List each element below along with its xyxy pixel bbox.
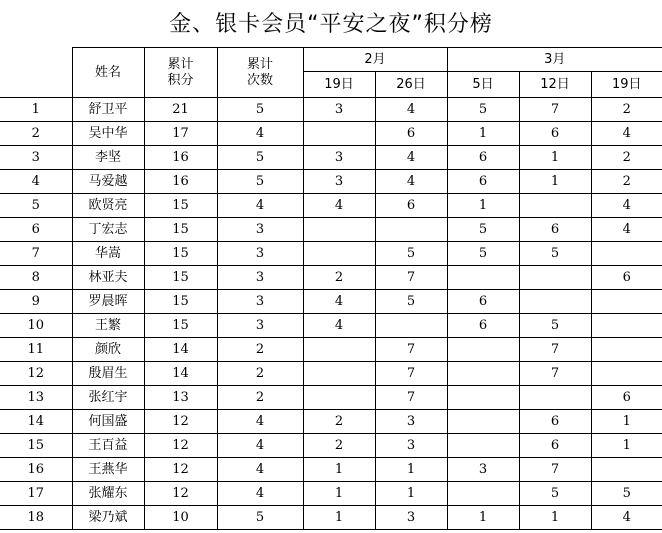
rank-cell: 8: [0, 266, 72, 290]
score-cell: 6: [519, 218, 591, 242]
rank-cell: 18: [0, 506, 72, 530]
table-row: [0, 242, 662, 266]
name-cell: 华嵩: [72, 242, 144, 266]
name-cell: 马爱越: [72, 170, 144, 194]
rank-header: [0, 48, 72, 98]
score-cell: 6: [447, 290, 519, 314]
score-cell: 1: [375, 482, 447, 506]
table-row: [0, 338, 662, 362]
score-cell: [519, 386, 591, 410]
score-cell: [447, 410, 519, 434]
score-cell: 3: [303, 170, 375, 194]
table-row: [0, 314, 662, 338]
count-cell: 4: [217, 458, 303, 482]
table-row: [0, 362, 662, 386]
score-cell: 7: [519, 338, 591, 362]
name-cell: 王繁: [72, 314, 144, 338]
points-cell: 12: [144, 410, 217, 434]
score-cell: 6: [447, 170, 519, 194]
points-cell: 17: [144, 122, 217, 146]
name-cell: 颜欣: [72, 338, 144, 362]
table-row: [0, 458, 662, 482]
rank-cell: 16: [0, 458, 72, 482]
rank-cell: 10: [0, 314, 72, 338]
score-cell: 1: [591, 434, 662, 458]
table-row: [0, 146, 662, 170]
score-cell: 7: [375, 266, 447, 290]
score-cell: 3: [303, 146, 375, 170]
name-cell: 殷眉生: [72, 362, 144, 386]
score-cell: 1: [519, 146, 591, 170]
score-cell: 7: [519, 458, 591, 482]
score-cell: [591, 242, 662, 266]
score-cell: [447, 266, 519, 290]
table-row: [0, 290, 662, 314]
table-row: [0, 506, 662, 530]
name-cell: 欧贤亮: [72, 194, 144, 218]
score-cell: [591, 338, 662, 362]
score-cell: 2: [303, 266, 375, 290]
name-cell: 王燕华: [72, 458, 144, 482]
points-cell: 15: [144, 290, 217, 314]
rank-cell: 7: [0, 242, 72, 266]
score-cell: 1: [519, 170, 591, 194]
score-cell: 2: [591, 98, 662, 122]
table-body: [0, 98, 662, 530]
count-cell: 2: [217, 386, 303, 410]
table-row: [0, 122, 662, 146]
name-cell: 林亚夫: [72, 266, 144, 290]
points-header-line1: 累计: [167, 56, 194, 72]
name-cell: 罗晨晖: [72, 290, 144, 314]
header-row-1: [0, 48, 662, 72]
count-cell: 5: [217, 146, 303, 170]
count-cell: 4: [217, 410, 303, 434]
month-header-feb: 2月: [303, 48, 447, 72]
score-cell: [519, 266, 591, 290]
score-cell: 1: [591, 410, 662, 434]
points-cell: 13: [144, 386, 217, 410]
score-cell: 1: [375, 458, 447, 482]
table-row: [0, 434, 662, 458]
date-header: 26日: [375, 72, 447, 98]
rank-cell: 4: [0, 170, 72, 194]
score-cell: 5: [591, 482, 662, 506]
score-cell: 7: [519, 98, 591, 122]
score-cell: 4: [591, 194, 662, 218]
name-cell: 丁宏志: [72, 218, 144, 242]
score-cell: [591, 362, 662, 386]
rank-cell: 12: [0, 362, 72, 386]
points-cell: 15: [144, 314, 217, 338]
score-cell: 7: [375, 338, 447, 362]
name-cell: 舒卫平: [72, 98, 144, 122]
count-cell: 3: [217, 314, 303, 338]
rank-cell: 11: [0, 338, 72, 362]
score-cell: [303, 386, 375, 410]
count-cell: 3: [217, 266, 303, 290]
name-cell: 王百益: [72, 434, 144, 458]
score-cell: [303, 218, 375, 242]
score-cell: 4: [591, 218, 662, 242]
score-cell: 4: [303, 314, 375, 338]
score-cell: [519, 290, 591, 314]
score-cell: 6: [447, 314, 519, 338]
points-cell: 16: [144, 170, 217, 194]
table-row: [0, 266, 662, 290]
score-cell: [303, 122, 375, 146]
rank-cell: 17: [0, 482, 72, 506]
table-row: [0, 410, 662, 434]
score-cell: 1: [303, 482, 375, 506]
name-cell: 张耀东: [72, 482, 144, 506]
count-cell: 2: [217, 338, 303, 362]
points-cell: 12: [144, 434, 217, 458]
date-header: 5日: [447, 72, 519, 98]
score-cell: [519, 194, 591, 218]
score-cell: 4: [375, 146, 447, 170]
score-cell: 4: [303, 290, 375, 314]
rank-cell: 3: [0, 146, 72, 170]
score-cell: 4: [591, 122, 662, 146]
points-cell: 15: [144, 242, 217, 266]
score-cell: [303, 242, 375, 266]
month-header-mar: 3月: [447, 48, 662, 72]
score-cell: 1: [519, 506, 591, 530]
table-row: [0, 482, 662, 506]
score-cell: 1: [303, 458, 375, 482]
score-cell: 7: [375, 386, 447, 410]
score-cell: 6: [375, 194, 447, 218]
score-cell: [375, 218, 447, 242]
score-cell: 2: [303, 410, 375, 434]
score-cell: 3: [375, 434, 447, 458]
points-cell: 10: [144, 506, 217, 530]
score-cell: [303, 338, 375, 362]
score-cell: 6: [447, 146, 519, 170]
points-cell: 16: [144, 146, 217, 170]
score-cell: 3: [303, 98, 375, 122]
rank-cell: 2: [0, 122, 72, 146]
date-header: 19日: [591, 72, 662, 98]
points-cell: 15: [144, 218, 217, 242]
rank-cell: 5: [0, 194, 72, 218]
score-cell: 5: [375, 290, 447, 314]
score-cell: 2: [591, 146, 662, 170]
table-row: [0, 194, 662, 218]
points-header-line2: 积分: [167, 72, 194, 88]
score-cell: 4: [591, 506, 662, 530]
score-cell: 1: [447, 194, 519, 218]
score-cell: [447, 386, 519, 410]
rank-cell: 14: [0, 410, 72, 434]
score-cell: 5: [519, 314, 591, 338]
score-table: [0, 47, 662, 530]
count-cell: 3: [217, 218, 303, 242]
count-cell: 3: [217, 242, 303, 266]
points-cell: 15: [144, 194, 217, 218]
name-cell: 梁乃斌: [72, 506, 144, 530]
name-cell: 李坚: [72, 146, 144, 170]
name-cell: 何国盛: [72, 410, 144, 434]
score-cell: 6: [519, 410, 591, 434]
rank-cell: 13: [0, 386, 72, 410]
table-row: [0, 170, 662, 194]
score-cell: 2: [303, 434, 375, 458]
score-cell: [303, 362, 375, 386]
score-cell: 6: [375, 122, 447, 146]
score-cell: [447, 362, 519, 386]
score-cell: [375, 314, 447, 338]
rank-cell: 15: [0, 434, 72, 458]
points-cell: 14: [144, 362, 217, 386]
rank-cell: 9: [0, 290, 72, 314]
points-cell: 15: [144, 266, 217, 290]
score-cell: 5: [447, 98, 519, 122]
count-cell: 3: [217, 290, 303, 314]
page-title: 金、银卡会员“平安之夜”积分榜: [169, 12, 493, 37]
score-cell: [447, 338, 519, 362]
score-cell: 1: [303, 506, 375, 530]
table-row: [0, 386, 662, 410]
count-header-line1: 累计: [246, 56, 273, 72]
count-cell: 4: [217, 434, 303, 458]
count-cell: 5: [217, 170, 303, 194]
count-cell: 4: [217, 194, 303, 218]
points-cell: 12: [144, 482, 217, 506]
name-cell: 吴中华: [72, 122, 144, 146]
score-cell: 3: [375, 410, 447, 434]
score-cell: 5: [519, 482, 591, 506]
count-cell: 5: [217, 506, 303, 530]
score-cell: 4: [375, 170, 447, 194]
score-cell: 6: [591, 266, 662, 290]
points-header: [144, 48, 217, 98]
score-cell: [447, 482, 519, 506]
score-cell: 7: [519, 362, 591, 386]
name-cell: 张红宇: [72, 386, 144, 410]
count-cell: 5: [217, 98, 303, 122]
score-cell: 6: [519, 434, 591, 458]
score-cell: [591, 314, 662, 338]
count-header: [217, 48, 303, 98]
score-cell: [447, 434, 519, 458]
score-cell: [591, 290, 662, 314]
score-cell: [591, 458, 662, 482]
score-cell: 2: [591, 170, 662, 194]
date-header: 19日: [303, 72, 375, 98]
score-cell: 5: [519, 242, 591, 266]
count-cell: 4: [217, 482, 303, 506]
name-header: 姓名: [72, 48, 144, 98]
count-header-line2: 次数: [246, 72, 273, 88]
count-cell: 2: [217, 362, 303, 386]
score-cell: 6: [519, 122, 591, 146]
rank-cell: 6: [0, 218, 72, 242]
score-cell: 7: [375, 362, 447, 386]
date-header: 12日: [519, 72, 591, 98]
points-cell: 12: [144, 458, 217, 482]
score-cell: 4: [375, 98, 447, 122]
score-cell: 1: [447, 506, 519, 530]
points-cell: 21: [144, 98, 217, 122]
score-cell: 6: [591, 386, 662, 410]
rank-cell: 1: [0, 98, 72, 122]
table-row: [0, 98, 662, 122]
score-cell: 3: [447, 458, 519, 482]
score-cell: 1: [447, 122, 519, 146]
score-cell: 5: [447, 218, 519, 242]
points-cell: 14: [144, 338, 217, 362]
table-row: [0, 218, 662, 242]
score-cell: 4: [303, 194, 375, 218]
score-cell: 3: [375, 506, 447, 530]
score-cell: 5: [447, 242, 519, 266]
score-cell: 5: [375, 242, 447, 266]
count-cell: 4: [217, 122, 303, 146]
